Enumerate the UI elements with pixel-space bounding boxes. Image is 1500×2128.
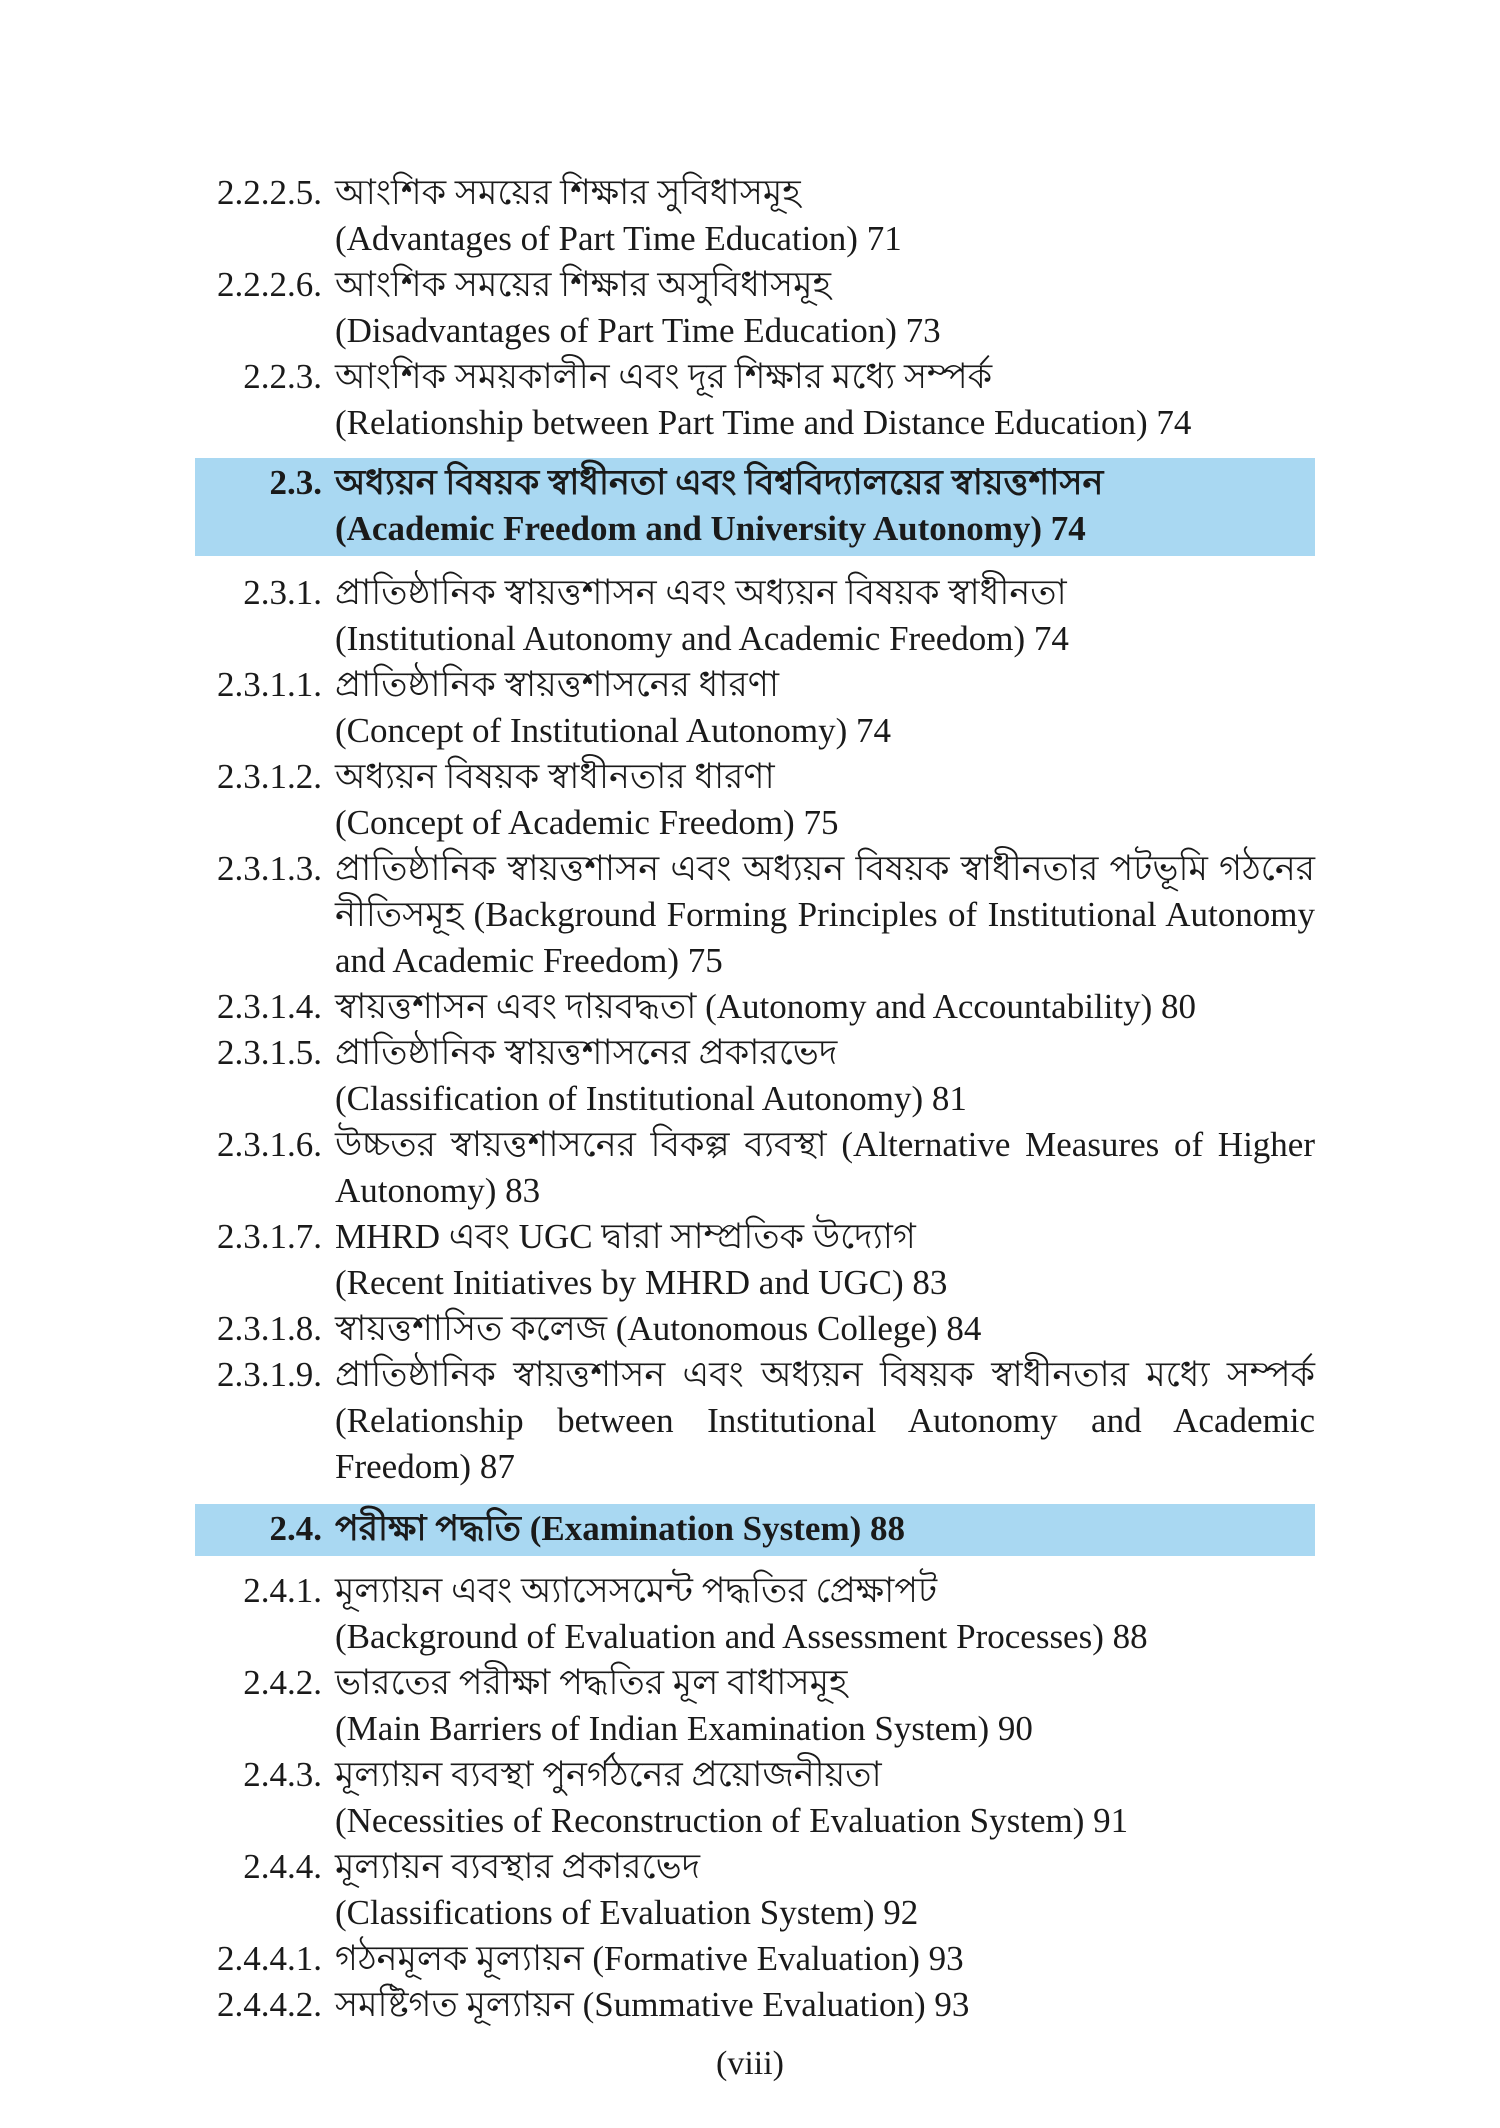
toc-entry-2-2-2-5	[195, 170, 1315, 262]
table-of-contents	[195, 170, 1315, 2028]
toc-entry-title-bengali: ভারতের পরীক্ষা পদ্ধতির মূল বাধাসমূহ	[335, 1663, 848, 1702]
toc-entry-title-bengali: অধ্যয়ন বিষয়ক স্বাধীনতার ধারণা	[335, 757, 775, 796]
toc-entry-number: 2.2.2.6.	[217, 265, 322, 304]
toc-entry-2-3	[195, 460, 1315, 552]
toc-entry-2-2-3	[195, 354, 1315, 446]
toc-entry-number: 2.4.4.2.	[217, 1985, 322, 2024]
toc-entry-title: স্বায়ত্তশাসিত কলেজ (Autonomous College) 84	[335, 1309, 982, 1348]
toc-entry-2-4-2	[195, 1660, 1315, 1752]
toc-entry-title-bengali: মূল্যায়ন ব্যবস্থার প্রকারভেদ	[335, 1847, 701, 1886]
toc-entry-title-bengali: মূল্যায়ন এবং অ্যাসেসমেন্ট পদ্ধতির প্রেক্ষাপট	[335, 1571, 938, 1610]
toc-entry-title-bengali: মূল্যায়ন ব্যবস্থা পুনর্গঠনের প্রয়োজনীয়তা	[335, 1755, 882, 1794]
toc-entry-title-bengali: আংশিক সময়ের শিক্ষার সুবিধাসমূহ	[335, 173, 801, 212]
toc-entry-title-english: (Relationship between Part Time and Distance Education) 74	[335, 403, 1192, 442]
toc-entry-number: 2.3.1.9.	[217, 1355, 322, 1394]
section-heading-2-4	[195, 1504, 1315, 1556]
toc-entry-2-2-2-6	[195, 262, 1315, 354]
toc-entry-title-english: (Concept of Academic Freedom) 75	[335, 803, 839, 842]
toc-entry-title-bengali: প্রাতিষ্ঠানিক স্বায়ত্তশাসনের প্রকারভেদ	[335, 1033, 838, 1072]
toc-entry-title: স্বায়ত্তশাসন এবং দায়বদ্ধতা (Autonomy and Accountability) 80	[335, 987, 1196, 1026]
toc-entry-title-english: (Recent Initiatives by MHRD and UGC) 83	[335, 1263, 948, 1302]
toc-entry-title: প্রাতিষ্ঠানিক স্বায়ত্তশাসন এবং অধ্যয়ন বিষয়ক স্বাধীনতার মধ্যে সম্পর্ক (Relationship between Institutional Autonomy and Academic Freedom) 87	[335, 1355, 1315, 1486]
toc-entry-title: গঠনমূলক মূল্যায়ন (Formative Evaluation) 93	[335, 1939, 964, 1978]
toc-entry-title-english: (Classifications of Evaluation System) 92	[335, 1893, 919, 1932]
toc-entry-2-3-1-9	[195, 1352, 1315, 1490]
toc-entry-2-3-1-1	[195, 662, 1315, 754]
toc-entry-number: 2.3.1.1.	[217, 665, 322, 704]
section-number: 2.3.	[269, 463, 322, 502]
toc-entry-number: 2.3.1.	[243, 573, 322, 612]
toc-entry-title-english: (Advantages of Part Time Education) 71	[335, 219, 902, 258]
toc-entry-number: 2.3.1.7.	[217, 1217, 322, 1256]
toc-entry-2-3-1-7	[195, 1214, 1315, 1306]
toc-entry-number: 2.4.4.	[243, 1847, 322, 1886]
toc-entry-number: 2.3.1.6.	[217, 1125, 322, 1164]
toc-entry-2-4-1	[195, 1568, 1315, 1660]
toc-entry-title-english: (Classification of Institutional Autonomy) 81	[335, 1079, 967, 1118]
toc-entry-2-3-1	[195, 570, 1315, 662]
section-title-english: (Academic Freedom and University Autonomy) 74	[335, 509, 1086, 548]
toc-entry-title-english: (Concept of Institutional Autonomy) 74	[335, 711, 892, 750]
toc-entry-number: 2.3.1.4.	[217, 987, 322, 1026]
section-title: পরীক্ষা পদ্ধতি (Examination System) 88	[335, 1509, 906, 1548]
section-number: 2.4.	[269, 1509, 322, 1548]
toc-entry-title-bengali: MHRD এবং UGC দ্বারা সাম্প্রতিক উদ্যোগ	[335, 1217, 916, 1256]
toc-entry-title-bengali: আংশিক সময়ের শিক্ষার অসুবিধাসমূহ	[335, 265, 831, 304]
page-number: (viii)	[716, 2045, 784, 2082]
section-heading-2-3	[195, 458, 1315, 556]
toc-entry-title-english: (Main Barriers of Indian Examination System) 90	[335, 1709, 1033, 1748]
toc-entry-title-bengali: আংশিক সময়কালীন এবং দূর শিক্ষার মধ্যে সম্পর্ক	[335, 357, 993, 396]
section-title-bengali: অধ্যয়ন বিষয়ক স্বাধীনতা এবং বিশ্ববিদ্যালয়ের স্বায়ত্তশাসন	[335, 463, 1104, 502]
toc-entry-number: 2.3.1.5.	[217, 1033, 322, 1072]
toc-entry-2-3-1-5	[195, 1030, 1315, 1122]
toc-entry-title-english: (Background of Evaluation and Assessment Processes) 88	[335, 1617, 1148, 1656]
toc-entry-title-bengali: প্রাতিষ্ঠানিক স্বায়ত্তশাসন এবং অধ্যয়ন বিষয়ক স্বাধীনতা	[335, 573, 1067, 612]
toc-entry-2-4-3	[195, 1752, 1315, 1844]
toc-entry-title-english: (Disadvantages of Part Time Education) 73	[335, 311, 941, 350]
toc-entry-number: 2.4.3.	[243, 1755, 322, 1794]
toc-entry-title-english: (Institutional Autonomy and Academic Freedom) 74	[335, 619, 1069, 658]
toc-entry-number: 2.3.1.8.	[217, 1309, 322, 1348]
toc-entry-2-4-4-1	[195, 1936, 1315, 1982]
toc-entry-2-4	[195, 1506, 1315, 1552]
toc-entry-2-4-4-2	[195, 1982, 1315, 2028]
toc-entry-2-3-1-8	[195, 1306, 1315, 1352]
toc-entry-number: 2.2.2.5.	[217, 173, 322, 212]
toc-entry-title: প্রাতিষ্ঠানিক স্বায়ত্তশাসন এবং অধ্যয়ন বিষয়ক স্বাধীনতার পটভূমি গঠনের নীতিসমূহ (Background Forming Principles of Institutional Autonomy and Academic Freedom) 75	[335, 849, 1315, 980]
toc-entry-number: 2.4.2.	[243, 1663, 322, 1702]
toc-entry-number: 2.4.1.	[243, 1571, 322, 1610]
toc-entry-number: 2.3.1.3.	[217, 849, 322, 888]
toc-entry-2-3-1-4	[195, 984, 1315, 1030]
toc-entry-2-4-4	[195, 1844, 1315, 1936]
toc-entry-2-3-1-2	[195, 754, 1315, 846]
toc-entry-title-english: (Necessities of Reconstruction of Evaluation System) 91	[335, 1801, 1129, 1840]
toc-entry-title-bengali: প্রাতিষ্ঠানিক স্বায়ত্তশাসনের ধারণা	[335, 665, 780, 704]
toc-entry-2-3-1-3	[195, 846, 1315, 984]
toc-entry-number: 2.2.3.	[243, 357, 322, 396]
toc-entry-number: 2.3.1.2.	[217, 757, 322, 796]
toc-entry-title: উচ্চতর স্বায়ত্তশাসনের বিকল্প ব্যবস্থা (Alternative Measures of Higher Autonomy) 83	[335, 1125, 1315, 1210]
toc-entry-title: সমষ্টিগত মূল্যায়ন (Summative Evaluation) 93	[335, 1985, 970, 2024]
toc-entry-number: 2.4.4.1.	[217, 1939, 322, 1978]
toc-entry-2-3-1-6	[195, 1122, 1315, 1214]
